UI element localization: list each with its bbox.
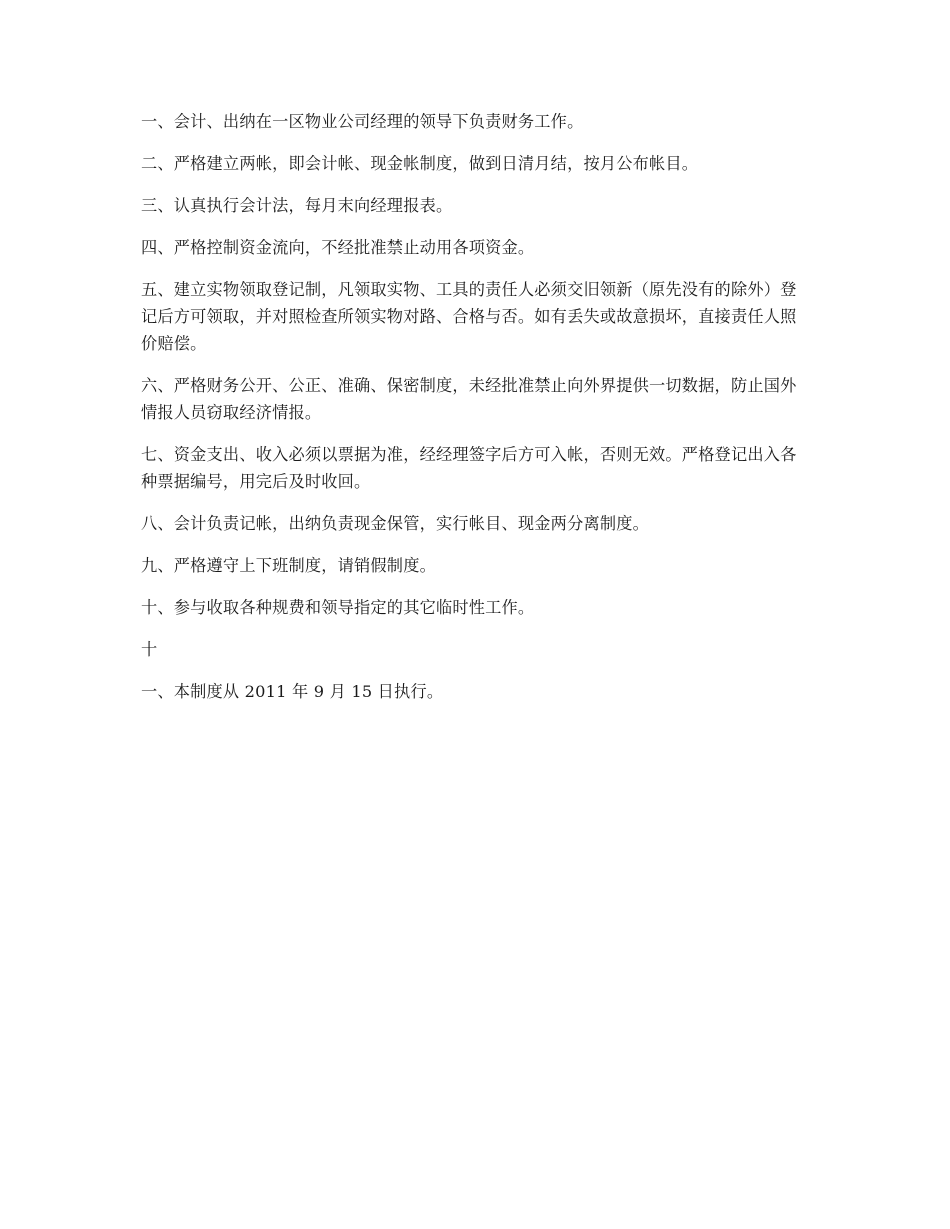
paragraph-10: 十、参与收取各种规费和领导指定的其它临时性工作。 xyxy=(141,598,535,617)
paragraph-5: 五、建立实物领取登记制，凡领取实物、工具的责任人必须交旧领新（原先没有的除外）登记后方可领取，并对照检查所领实物对路、合格与否。如有丢失或故意损坏，直接责任人照价赔偿。 xyxy=(141,280,797,353)
paragraph-11-text: 一、本制度从 2011 年 9 月 15 日执行。 xyxy=(141,682,444,701)
paragraph-11-numeral: 十 xyxy=(141,640,158,659)
paragraph-3: 三、认真执行会计法，每月末向经理报表。 xyxy=(141,196,453,215)
paragraph-2: 二、严格建立两帐，即会计帐、现金帐制度，做到日清月结，按月公布帐目。 xyxy=(141,154,699,173)
paragraph-9: 九、严格遵守上下班制度，请销假制度。 xyxy=(141,556,436,575)
document-body xyxy=(141,108,811,720)
paragraph-6: 六、严格财务公开、公正、准确、保密制度，未经批准禁止向外界提供一切数据，防止国外情报人员窃取经济情报。 xyxy=(141,376,797,422)
paragraph-1: 一、会计、出纳在一区物业公司经理的领导下负责财务工作。 xyxy=(141,112,584,131)
paragraph-7: 七、资金支出、收入必须以票据为准，经经理签字后方可入帐，否则无效。严格登记出入各种票据编号，用完后及时收回。 xyxy=(141,445,797,491)
paragraph-8: 八、会计负责记帐，出纳负责现金保管，实行帐目、现金两分离制度。 xyxy=(141,514,650,533)
paragraph-4: 四、严格控制资金流向，不经批准禁止动用各项资金。 xyxy=(141,238,535,257)
